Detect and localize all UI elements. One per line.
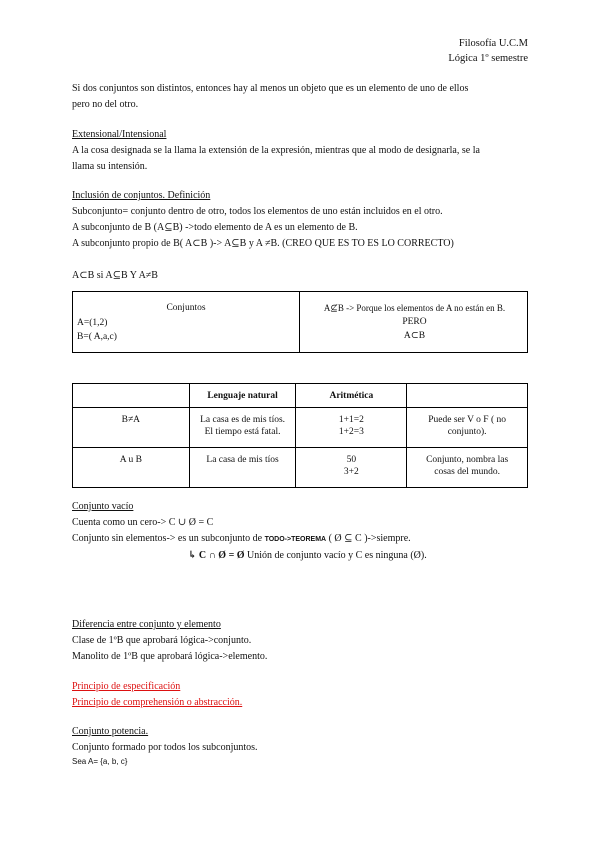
header-course: Filosofía U.C.M <box>458 38 528 49</box>
table-cell: B≠A <box>73 408 190 448</box>
power-set-section <box>72 724 532 768</box>
table-header-cell <box>73 384 190 408</box>
empty-set-section <box>72 499 532 564</box>
table-cell: 1+1=2 1+2=3 <box>296 408 407 448</box>
sets-box <box>72 291 528 353</box>
table-row <box>73 448 528 488</box>
principle-specification: Principio de especificación <box>72 681 181 692</box>
box-right-2: PERO <box>402 317 427 327</box>
inclusion-heading: Inclusión de conjuntos. Definición <box>72 190 211 201</box>
table-header-row <box>73 384 528 408</box>
power-set-heading: Conjunto potencia. <box>72 726 149 737</box>
inclusion-line-4: A⊂B si A⊆B Y A≠B <box>72 270 158 281</box>
box-right-1: A⊈B -> Porque los elementos de A no están en B. <box>323 303 506 313</box>
empty-set-line-3 <box>72 548 532 564</box>
difference-section <box>72 617 532 665</box>
difference-line-1: Clase de 1ºB que aprobará lógica->conjunto. <box>72 635 252 646</box>
table-cell: Puede ser V o F ( no conjunto). <box>407 408 528 448</box>
difference-heading: Diferencia entre conjunto y elemento <box>72 619 221 630</box>
empty-set-line-2-text: Conjunto sin elementos-> es un subconjunto de <box>72 533 265 544</box>
empty-set-heading: Conjunto vacío <box>72 501 134 512</box>
box-left-title: Conjuntos <box>166 303 206 313</box>
inclusion-line-1: Subconjunto= conjunto dentro de otro, todos los elementos de uno están incluidos en el otro. <box>72 206 443 217</box>
intro-paragraph <box>72 81 532 113</box>
principles-section <box>72 679 532 711</box>
intro-line-1: Si dos conjuntos son distintos, entonces hay al menos un objeto que es un elemento de uno de ellos <box>72 83 469 94</box>
empty-set-theorem: TODO->TEOREMA <box>264 536 327 543</box>
empty-set-line-2-end: ( Ø ⊆ C )->siempre. <box>326 533 411 544</box>
table-header-cell <box>407 384 528 408</box>
extensional-section <box>72 127 532 175</box>
table-header-cell: Aritmética <box>296 384 407 408</box>
empty-set-line-3-text: Unión de conjunto vacío y C es ninguna (Ø). <box>244 550 427 561</box>
table-cell: La casa es de mis tíos. El tiempo está fatal. <box>189 408 296 448</box>
inclusion-line-2: A subconjunto de B (A⊆B) ->todo elemento de A es un elemento de B. <box>72 222 358 233</box>
extensional-line-1: A la cosa designada se la llama la extensión de la expresión, mientras que al modo de designarla, se la <box>72 145 480 156</box>
difference-line-2: Manolito de 1ºB que aprobará lógica->elemento. <box>72 651 268 662</box>
comparison-table <box>72 383 528 488</box>
page-header <box>448 36 528 66</box>
extensional-line-2: llama su intensión. <box>72 161 148 172</box>
table-cell: A u B <box>73 448 190 488</box>
extensional-heading: Extensional/Intensional <box>72 129 167 140</box>
table-cell: 50 3+2 <box>296 448 407 488</box>
power-set-line-1: Conjunto formado por todos los subconjuntos. <box>72 742 258 753</box>
empty-set-line-2 <box>72 531 532 548</box>
table-header-cell: Lenguaje natural <box>189 384 296 408</box>
header-subject: Lógica 1º semestre <box>448 53 528 64</box>
box-right-3: A⊂B <box>403 331 426 341</box>
power-set-line-2: Sea A= {a, b, c} <box>72 757 128 766</box>
principle-comprehension: Principio de comprehensión o abstracción. <box>72 697 243 708</box>
box-left-a: A=(1,2) <box>77 318 108 328</box>
table-cell: La casa de mis tíos <box>189 448 296 488</box>
inclusion-line-3: A subconjunto propio de B( A⊂B )-> A⊆B y A ≠B. (CREO QUE ES TO ES LO CORRECTO) <box>72 238 454 249</box>
box-left-b: B=( A,a,c) <box>77 332 117 342</box>
inclusion-section <box>72 188 532 284</box>
empty-set-line-1: Cuenta como un cero-> C ∪ Ø = C <box>72 517 214 528</box>
table-row <box>73 408 528 448</box>
table-cell: Conjunto, nombra las cosas del mundo. <box>407 448 528 488</box>
intro-line-2: pero no del otro. <box>72 99 139 110</box>
empty-set-intersection: ↳ C ∩ Ø = Ø <box>188 550 245 561</box>
